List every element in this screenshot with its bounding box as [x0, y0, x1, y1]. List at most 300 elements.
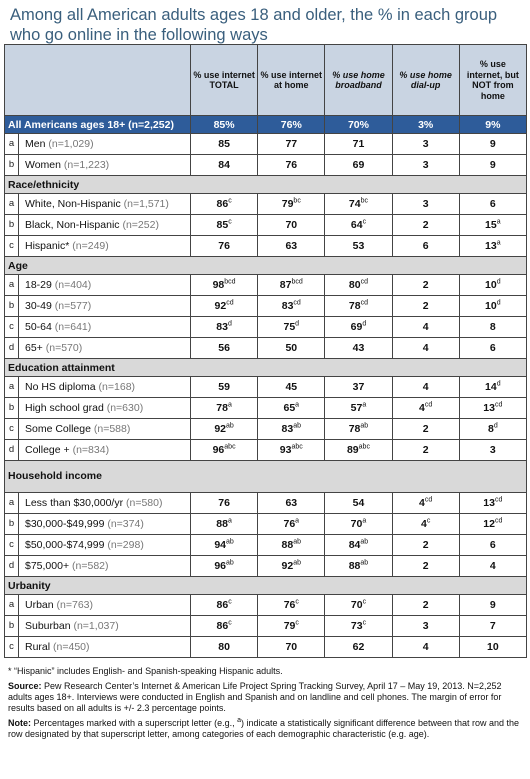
- row-letter: b: [5, 296, 19, 317]
- value-number: 4: [422, 342, 429, 354]
- value-number: 86: [216, 599, 229, 611]
- note-superscript: a: [237, 717, 242, 724]
- value-cell: [325, 514, 392, 535]
- row-label-cell: [19, 493, 191, 514]
- value-number: 4: [422, 321, 429, 333]
- row-letter: b: [5, 215, 19, 236]
- significance-superscript: ab: [293, 559, 302, 567]
- section-header-row: [5, 359, 527, 377]
- table-row: [5, 215, 527, 236]
- row-label: Women: [25, 159, 61, 171]
- value-cell: [258, 535, 325, 556]
- all-value: 70%: [325, 116, 392, 134]
- row-sample-size: (n=1,571): [123, 198, 169, 210]
- value-cell: [325, 317, 392, 338]
- value-cell: [459, 338, 526, 359]
- value-cell: [392, 535, 459, 556]
- value-number: 77: [285, 138, 298, 150]
- value-cell: [392, 155, 459, 176]
- value-number: 3: [422, 138, 429, 150]
- value-number: 10: [485, 300, 497, 312]
- value-number: 79: [283, 620, 296, 632]
- value-number: 71: [352, 138, 365, 150]
- significance-superscript: a: [362, 517, 367, 525]
- value-cell: [459, 134, 526, 155]
- value-number: 94: [214, 539, 227, 551]
- significance-superscript: bcd: [224, 278, 236, 286]
- significance-superscript: d: [227, 320, 232, 328]
- value-number: 2: [422, 560, 429, 572]
- row-sample-size: (n=582): [72, 560, 109, 572]
- significance-superscript: bcd: [291, 278, 303, 286]
- row-letter: c: [5, 535, 19, 556]
- value-number: 53: [352, 240, 365, 252]
- significance-superscript: a: [227, 401, 232, 409]
- significance-superscript: c: [362, 218, 367, 226]
- row-label: 65+: [25, 342, 43, 354]
- value-cell: [459, 493, 526, 514]
- value-number: 62: [352, 641, 365, 653]
- row-label: High school grad: [25, 402, 104, 414]
- value-number: 12: [483, 518, 495, 530]
- table-row: [5, 236, 527, 257]
- row-label: Suburban: [25, 620, 71, 632]
- row-label-cell: [19, 556, 191, 577]
- value-cell: [258, 616, 325, 637]
- value-cell: [191, 616, 258, 637]
- value-number: 88: [216, 518, 228, 530]
- row-sample-size: (n=577): [54, 300, 92, 312]
- value-cell: [459, 236, 526, 257]
- value-cell: [459, 535, 526, 556]
- value-cell: [392, 377, 459, 398]
- value-cell: [258, 637, 325, 658]
- row-sample-size: (n=252): [122, 219, 159, 231]
- row-letter: d: [5, 556, 19, 577]
- row-label-cell: [19, 275, 191, 296]
- value-number: 54: [352, 497, 365, 509]
- row-sample-size: (n=249): [72, 240, 109, 252]
- note-footnote: [8, 718, 522, 740]
- value-number: 9: [489, 138, 496, 150]
- significance-superscript: c: [362, 619, 367, 627]
- value-cell: [459, 296, 526, 317]
- value-number: 2: [422, 423, 429, 435]
- header-home-broadband: % use home broadband: [325, 45, 392, 116]
- row-label: Less than $30,000/yr: [25, 497, 124, 509]
- significance-superscript: ab: [226, 538, 234, 546]
- value-number: 4: [422, 641, 429, 653]
- value-cell: [459, 398, 526, 419]
- value-cell: [191, 493, 258, 514]
- value-cell: [392, 275, 459, 296]
- row-letter: b: [5, 398, 19, 419]
- value-cell: [258, 419, 325, 440]
- value-number: 74: [348, 198, 361, 210]
- section-title: Race/ethnicity: [5, 176, 527, 194]
- value-number: 3: [422, 198, 429, 210]
- significance-superscript: d: [493, 422, 498, 430]
- value-number: 78: [348, 423, 361, 435]
- row-sample-size: (n=298): [107, 539, 144, 551]
- value-number: 76: [283, 599, 296, 611]
- significance-superscript: c: [228, 619, 232, 627]
- table-row: [5, 514, 527, 535]
- value-number: 92: [214, 300, 227, 312]
- value-number: 65: [283, 402, 296, 414]
- row-label: 30-49: [25, 300, 52, 312]
- row-letter: a: [5, 194, 19, 215]
- row-letter: a: [5, 134, 19, 155]
- value-number: 70: [350, 599, 363, 611]
- value-cell: [392, 296, 459, 317]
- value-cell: [325, 398, 392, 419]
- value-cell: [459, 637, 526, 658]
- significance-superscript: a: [496, 239, 501, 247]
- value-cell: [459, 377, 526, 398]
- value-number: 70: [285, 219, 298, 231]
- value-cell: [191, 215, 258, 236]
- value-cell: [392, 419, 459, 440]
- significance-superscript: c: [426, 517, 431, 525]
- row-label: No HS diploma: [25, 381, 96, 393]
- row-label-cell: [19, 616, 191, 637]
- table-row: [5, 637, 527, 658]
- value-cell: [459, 275, 526, 296]
- value-number: 76: [283, 518, 296, 530]
- value-cell: [325, 296, 392, 317]
- value-cell: [258, 338, 325, 359]
- value-number: 57: [350, 402, 363, 414]
- all-value: 9%: [459, 116, 526, 134]
- value-cell: [325, 338, 392, 359]
- row-label: Some College: [25, 423, 91, 435]
- value-cell: [191, 595, 258, 616]
- significance-superscript: cd: [494, 496, 503, 504]
- row-label: Men: [25, 138, 46, 150]
- section-header-row: [5, 257, 527, 275]
- value-number: 9: [489, 159, 496, 171]
- value-cell: [459, 194, 526, 215]
- hispanic-footnote: * “Hispanic” includes English- and Spanish-speaking Hispanic adults.: [8, 666, 283, 676]
- row-label: Black, Non-Hispanic: [25, 219, 120, 231]
- value-cell: [459, 440, 526, 461]
- value-number: 59: [218, 381, 230, 393]
- row-letter: c: [5, 317, 19, 338]
- row-sample-size: (n=404): [54, 279, 92, 291]
- table-row: [5, 377, 527, 398]
- note-label: Note:: [8, 718, 31, 728]
- value-cell: [392, 194, 459, 215]
- table-row: [5, 440, 527, 461]
- value-number: 6: [489, 342, 496, 354]
- significance-superscript: c: [228, 598, 232, 606]
- value-cell: [325, 419, 392, 440]
- table-row: [5, 556, 527, 577]
- value-number: 87: [279, 279, 292, 291]
- value-number: 88: [281, 539, 294, 551]
- source-footnote: [8, 681, 522, 714]
- significance-superscript: cd: [494, 401, 503, 409]
- value-number: 80: [218, 641, 230, 653]
- row-label-cell: [19, 296, 191, 317]
- value-cell: [392, 398, 459, 419]
- value-number: 37: [352, 381, 365, 393]
- value-number: 83: [281, 300, 294, 312]
- value-number: 10: [485, 279, 497, 291]
- value-cell: [459, 317, 526, 338]
- value-number: 92: [214, 423, 227, 435]
- value-number: 13: [483, 402, 495, 414]
- table-row: [5, 317, 527, 338]
- value-cell: [191, 398, 258, 419]
- value-cell: [258, 194, 325, 215]
- row-label: $75,000+: [25, 560, 70, 572]
- row-letter: a: [5, 595, 19, 616]
- value-number: 88: [348, 560, 361, 572]
- significance-superscript: c: [295, 598, 299, 606]
- value-cell: [459, 155, 526, 176]
- value-number: 96: [212, 444, 225, 456]
- row-label-cell: [19, 514, 191, 535]
- header-row: [5, 45, 527, 116]
- row-label-cell: [19, 317, 191, 338]
- value-number: 43: [352, 342, 365, 354]
- value-cell: [392, 493, 459, 514]
- value-number: 70: [350, 518, 363, 530]
- value-number: 6: [489, 539, 496, 551]
- significance-superscript: c: [228, 197, 232, 205]
- value-number: 98: [212, 279, 225, 291]
- value-number: 10: [487, 641, 499, 653]
- value-cell: [191, 440, 258, 461]
- table-row: [5, 493, 527, 514]
- value-cell: [392, 556, 459, 577]
- value-cell: [392, 616, 459, 637]
- header-blank: [5, 45, 191, 116]
- all-value: 85%: [191, 116, 258, 134]
- value-cell: [392, 236, 459, 257]
- table-row: [5, 194, 527, 215]
- data-table: [4, 44, 527, 658]
- value-cell: [258, 215, 325, 236]
- significance-superscript: abc: [291, 443, 303, 451]
- row-label-cell: [19, 595, 191, 616]
- value-number: 2: [422, 279, 429, 291]
- value-cell: [392, 215, 459, 236]
- row-label: White, Non-Hispanic: [25, 198, 121, 210]
- value-number: 78: [348, 300, 361, 312]
- section-title: Urbanity: [5, 577, 527, 595]
- significance-superscript: cd: [494, 517, 503, 525]
- row-letter: b: [5, 155, 19, 176]
- value-number: 96: [214, 560, 227, 572]
- row-sample-size: (n=374): [107, 518, 144, 530]
- header-internet-total: % use internet TOTAL: [191, 45, 258, 116]
- row-letter: b: [5, 514, 19, 535]
- significance-superscript: ab: [226, 559, 234, 567]
- source-text: Pew Research Center’s Internet & American Life Project Spring Tracking Survey, April 17 – May 19, 2013. N=2,252 adults ages 18+. Interviews were conducted in English and Spanish and on landline and cell phones. The margin of error for results based on all adults is +/- 2.3 percentage points.: [8, 681, 502, 713]
- value-number: 76: [285, 159, 298, 171]
- row-label: Rural: [25, 641, 51, 653]
- significance-superscript: d: [496, 380, 501, 388]
- value-number: 86: [216, 620, 229, 632]
- significance-superscript: ab: [360, 559, 369, 567]
- value-cell: [191, 338, 258, 359]
- significance-superscript: d: [362, 320, 367, 328]
- value-cell: [258, 514, 325, 535]
- value-cell: [392, 595, 459, 616]
- significance-superscript: ab: [226, 422, 234, 430]
- value-cell: [258, 275, 325, 296]
- value-cell: [191, 535, 258, 556]
- significance-superscript: bc: [360, 197, 369, 205]
- row-label-cell: [19, 535, 191, 556]
- table-row: [5, 616, 527, 637]
- value-cell: [325, 493, 392, 514]
- value-number: 2: [422, 539, 429, 551]
- table-row: [5, 275, 527, 296]
- value-number: 70: [285, 641, 298, 653]
- value-cell: [191, 134, 258, 155]
- significance-superscript: c: [228, 218, 232, 226]
- value-cell: [258, 134, 325, 155]
- row-sample-size: (n=588): [93, 423, 131, 435]
- value-number: 63: [285, 240, 298, 252]
- row-letter: d: [5, 338, 19, 359]
- value-cell: [459, 514, 526, 535]
- value-number: 78: [216, 402, 228, 414]
- section-header-row: [5, 176, 527, 194]
- row-label-cell: [19, 155, 191, 176]
- value-number: 4: [419, 402, 425, 414]
- value-cell: [258, 556, 325, 577]
- value-number: 75: [283, 321, 296, 333]
- row-letter: c: [5, 637, 19, 658]
- all-value: 3%: [392, 116, 459, 134]
- value-cell: [258, 398, 325, 419]
- value-number: 6: [489, 198, 496, 210]
- significance-superscript: a: [295, 401, 300, 409]
- significance-superscript: d: [295, 320, 300, 328]
- value-number: 45: [285, 381, 298, 393]
- table-body: [5, 116, 527, 658]
- row-sample-size: (n=570): [45, 342, 83, 354]
- value-cell: [258, 236, 325, 257]
- row-label-cell: [19, 194, 191, 215]
- value-number: 2: [422, 300, 429, 312]
- value-number: 89: [346, 444, 359, 456]
- row-label-cell: [19, 637, 191, 658]
- value-cell: [325, 377, 392, 398]
- table-row: [5, 595, 527, 616]
- row-label-cell: [19, 377, 191, 398]
- row-sample-size: (n=834): [72, 444, 110, 456]
- row-sample-size: (n=580): [126, 497, 163, 509]
- row-letter: c: [5, 236, 19, 257]
- value-cell: [325, 194, 392, 215]
- row-label: $30,000-$49,999: [25, 518, 105, 530]
- row-sample-size: (n=630): [106, 402, 144, 414]
- row-label-cell: [19, 419, 191, 440]
- value-number: 63: [285, 497, 298, 509]
- significance-superscript: d: [496, 299, 501, 307]
- value-number: 80: [348, 279, 361, 291]
- row-sample-size: (n=1,037): [73, 620, 119, 632]
- significance-superscript: c: [362, 598, 367, 606]
- table-title: Among all American adults ages 18 and older, the % in each group who go online in the following ways: [10, 6, 498, 44]
- significance-superscript: abc: [358, 443, 370, 451]
- row-letter: a: [5, 377, 19, 398]
- value-cell: [258, 377, 325, 398]
- source-label: Source:: [8, 681, 42, 691]
- note-text-1: Percentages marked with a superscript letter (e.g.,: [33, 718, 235, 728]
- value-number: 92: [281, 560, 294, 572]
- significance-superscript: cd: [360, 278, 369, 286]
- value-number: 9: [489, 599, 496, 611]
- value-cell: [392, 338, 459, 359]
- row-label-cell: [19, 236, 191, 257]
- value-number: 2: [422, 444, 429, 456]
- significance-superscript: d: [496, 278, 501, 286]
- row-label: College +: [25, 444, 70, 456]
- row-label-cell: [19, 440, 191, 461]
- section-header-row: [5, 461, 527, 493]
- footnotes: [4, 658, 526, 740]
- significance-superscript: c: [295, 619, 299, 627]
- header-internet-home: % use internet at home: [258, 45, 325, 116]
- row-sample-size: (n=1,029): [48, 138, 94, 150]
- value-cell: [191, 194, 258, 215]
- value-cell: [191, 556, 258, 577]
- value-cell: [191, 317, 258, 338]
- value-cell: [325, 134, 392, 155]
- value-cell: [392, 637, 459, 658]
- significance-superscript: a: [362, 401, 367, 409]
- value-number: 85: [216, 219, 229, 231]
- value-cell: [325, 637, 392, 658]
- value-number: 4: [419, 497, 425, 509]
- value-cell: [191, 155, 258, 176]
- row-label-cell: [19, 215, 191, 236]
- value-cell: [325, 275, 392, 296]
- value-cell: [325, 595, 392, 616]
- value-cell: [392, 134, 459, 155]
- value-cell: [258, 296, 325, 317]
- value-cell: [459, 419, 526, 440]
- section-title: Age: [5, 257, 527, 275]
- value-cell: [325, 535, 392, 556]
- row-sample-size: (n=763): [56, 599, 94, 611]
- value-number: 8: [487, 423, 494, 435]
- row-label-cell: [19, 134, 191, 155]
- value-cell: [459, 215, 526, 236]
- note-text-2: ) indicate a statistically significant difference between that row and the row designated by that superscript letter, among categories of each demographic characteristic (e.g. age).: [8, 718, 520, 739]
- value-cell: [325, 236, 392, 257]
- significance-superscript: a: [227, 517, 232, 525]
- significance-superscript: a: [496, 218, 501, 226]
- value-cell: [392, 514, 459, 535]
- value-cell: [191, 377, 258, 398]
- value-cell: [325, 215, 392, 236]
- value-number: 84: [348, 539, 361, 551]
- value-cell: [392, 317, 459, 338]
- value-cell: [258, 440, 325, 461]
- all-americans-row: [5, 116, 527, 134]
- row-sample-size: (n=1,223): [63, 159, 110, 171]
- significance-superscript: cd: [360, 299, 369, 307]
- row-label: $50,000-$74,999: [25, 539, 105, 551]
